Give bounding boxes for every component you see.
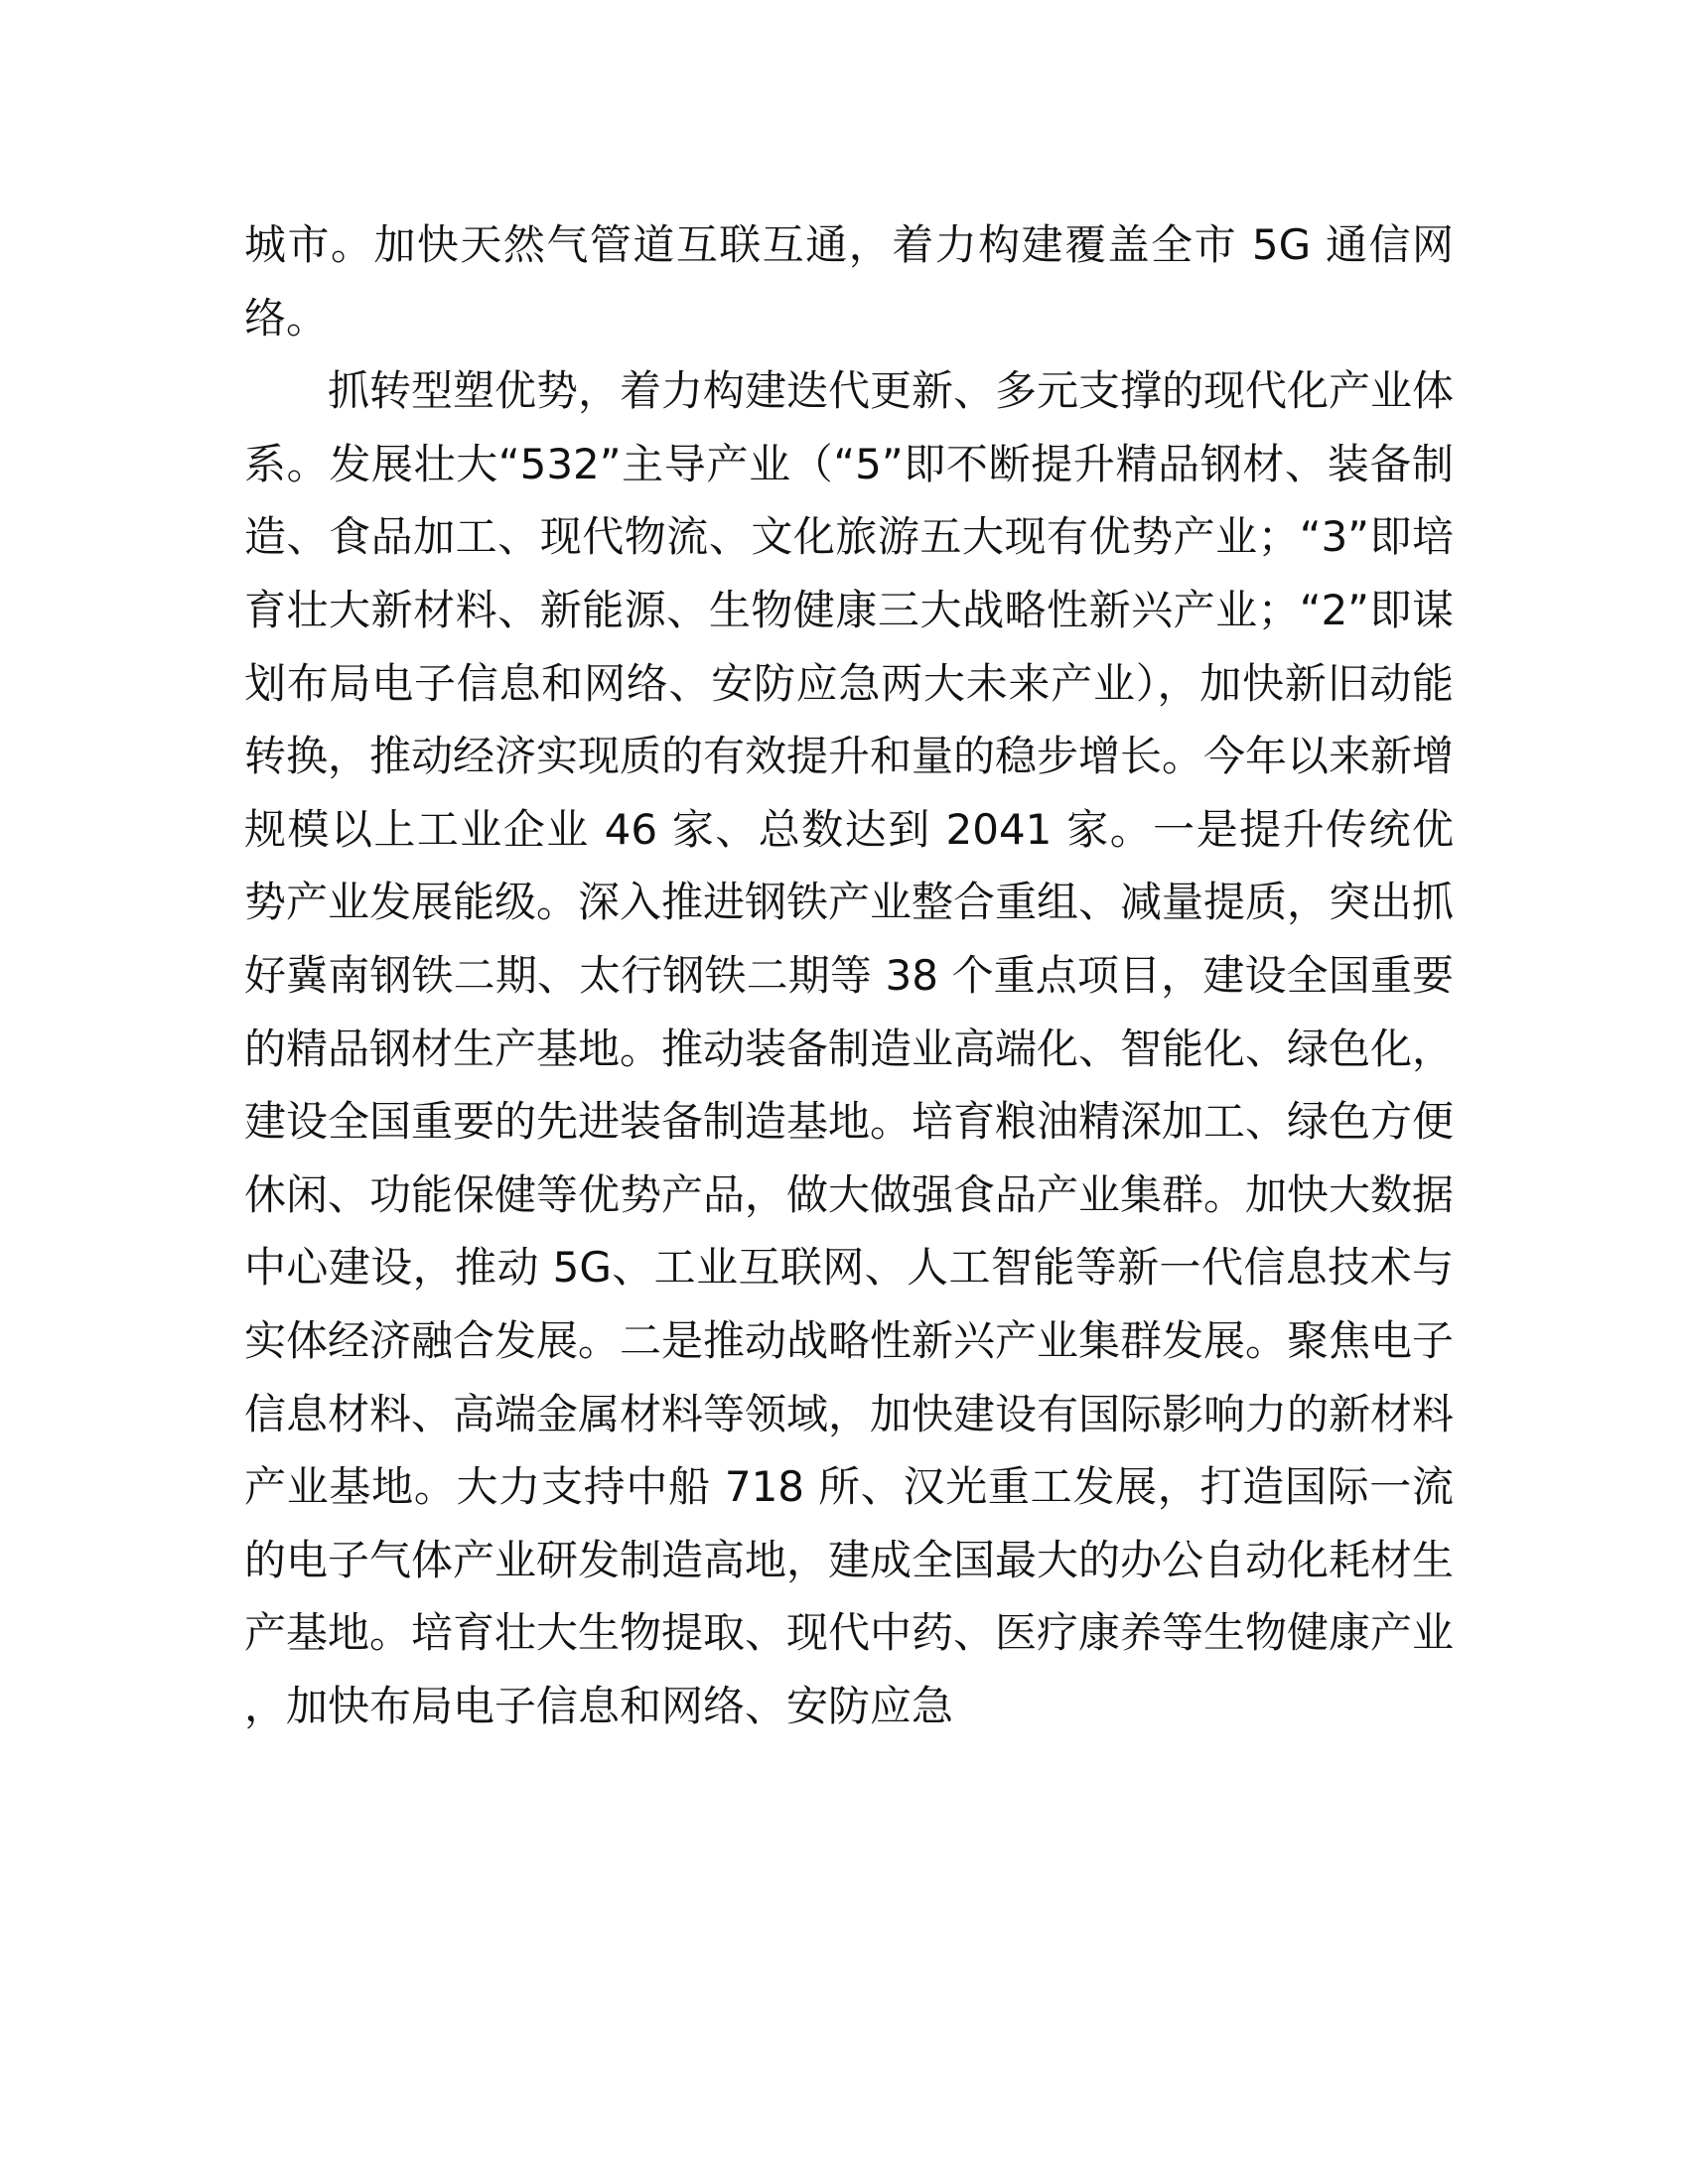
body-text [244, 208, 1454, 1742]
paragraph-industry-system: 抓转型塑优势，着力构建迭代更新、多元支撑的现代化产业体系。发展壮大“532”主导产业（“5”即不断提升精品钢材、装备制造、食品加工、现代物流、文化旅游五大现有优势产业；“3”即培育壮大新材料、新能源、生物健康三大战略性新兴产业；“2”即谋划布局电子信息和网络、安防应急两大未来产业），加快新旧动能转换，推动经济实现质的有效提升和量的稳步增长。今年以来新增规模以上工业企业 46 家、总数达到 2041 家。一是提升传统优势产业发展能级。深入推进钢铁产业整合重组、减量提质，突出抓好冀南钢铁二期、太行钢铁二期等 38 个重点项目，建设全国重要的精品钢材生产基地。推动装备制造业高端化、智能化、绿色化，建设全国重要的先进装备制造基地。培育粮油精深加工、绿色方便休闲、功能保健等优势产品，做大做强食品产业集群。加快大数据中心建设，推动 5G、工业互联网、人工智能等新一代信息技术与实体经济融合发展。二是推动战略性新兴产业集群发展。聚焦电子信息材料、高端金属材料等领域，加快建设有国际影响力的新材料产业基地。大力支持中船 718 所、汉光重工发展，打造国际一流的电子气体产业研发制造高地，建成全国最大的办公自动化耗材生产基地。培育壮大生物提取、现代中药、医疗康养等生物健康产业，加快布局电子信息和网络、安防应急 [244, 366, 1455, 1730]
paragraph-continuation: 城市。加快天然气管道互联互通，着力构建覆盖全市 5G 通信网络。 [244, 220, 1454, 342]
